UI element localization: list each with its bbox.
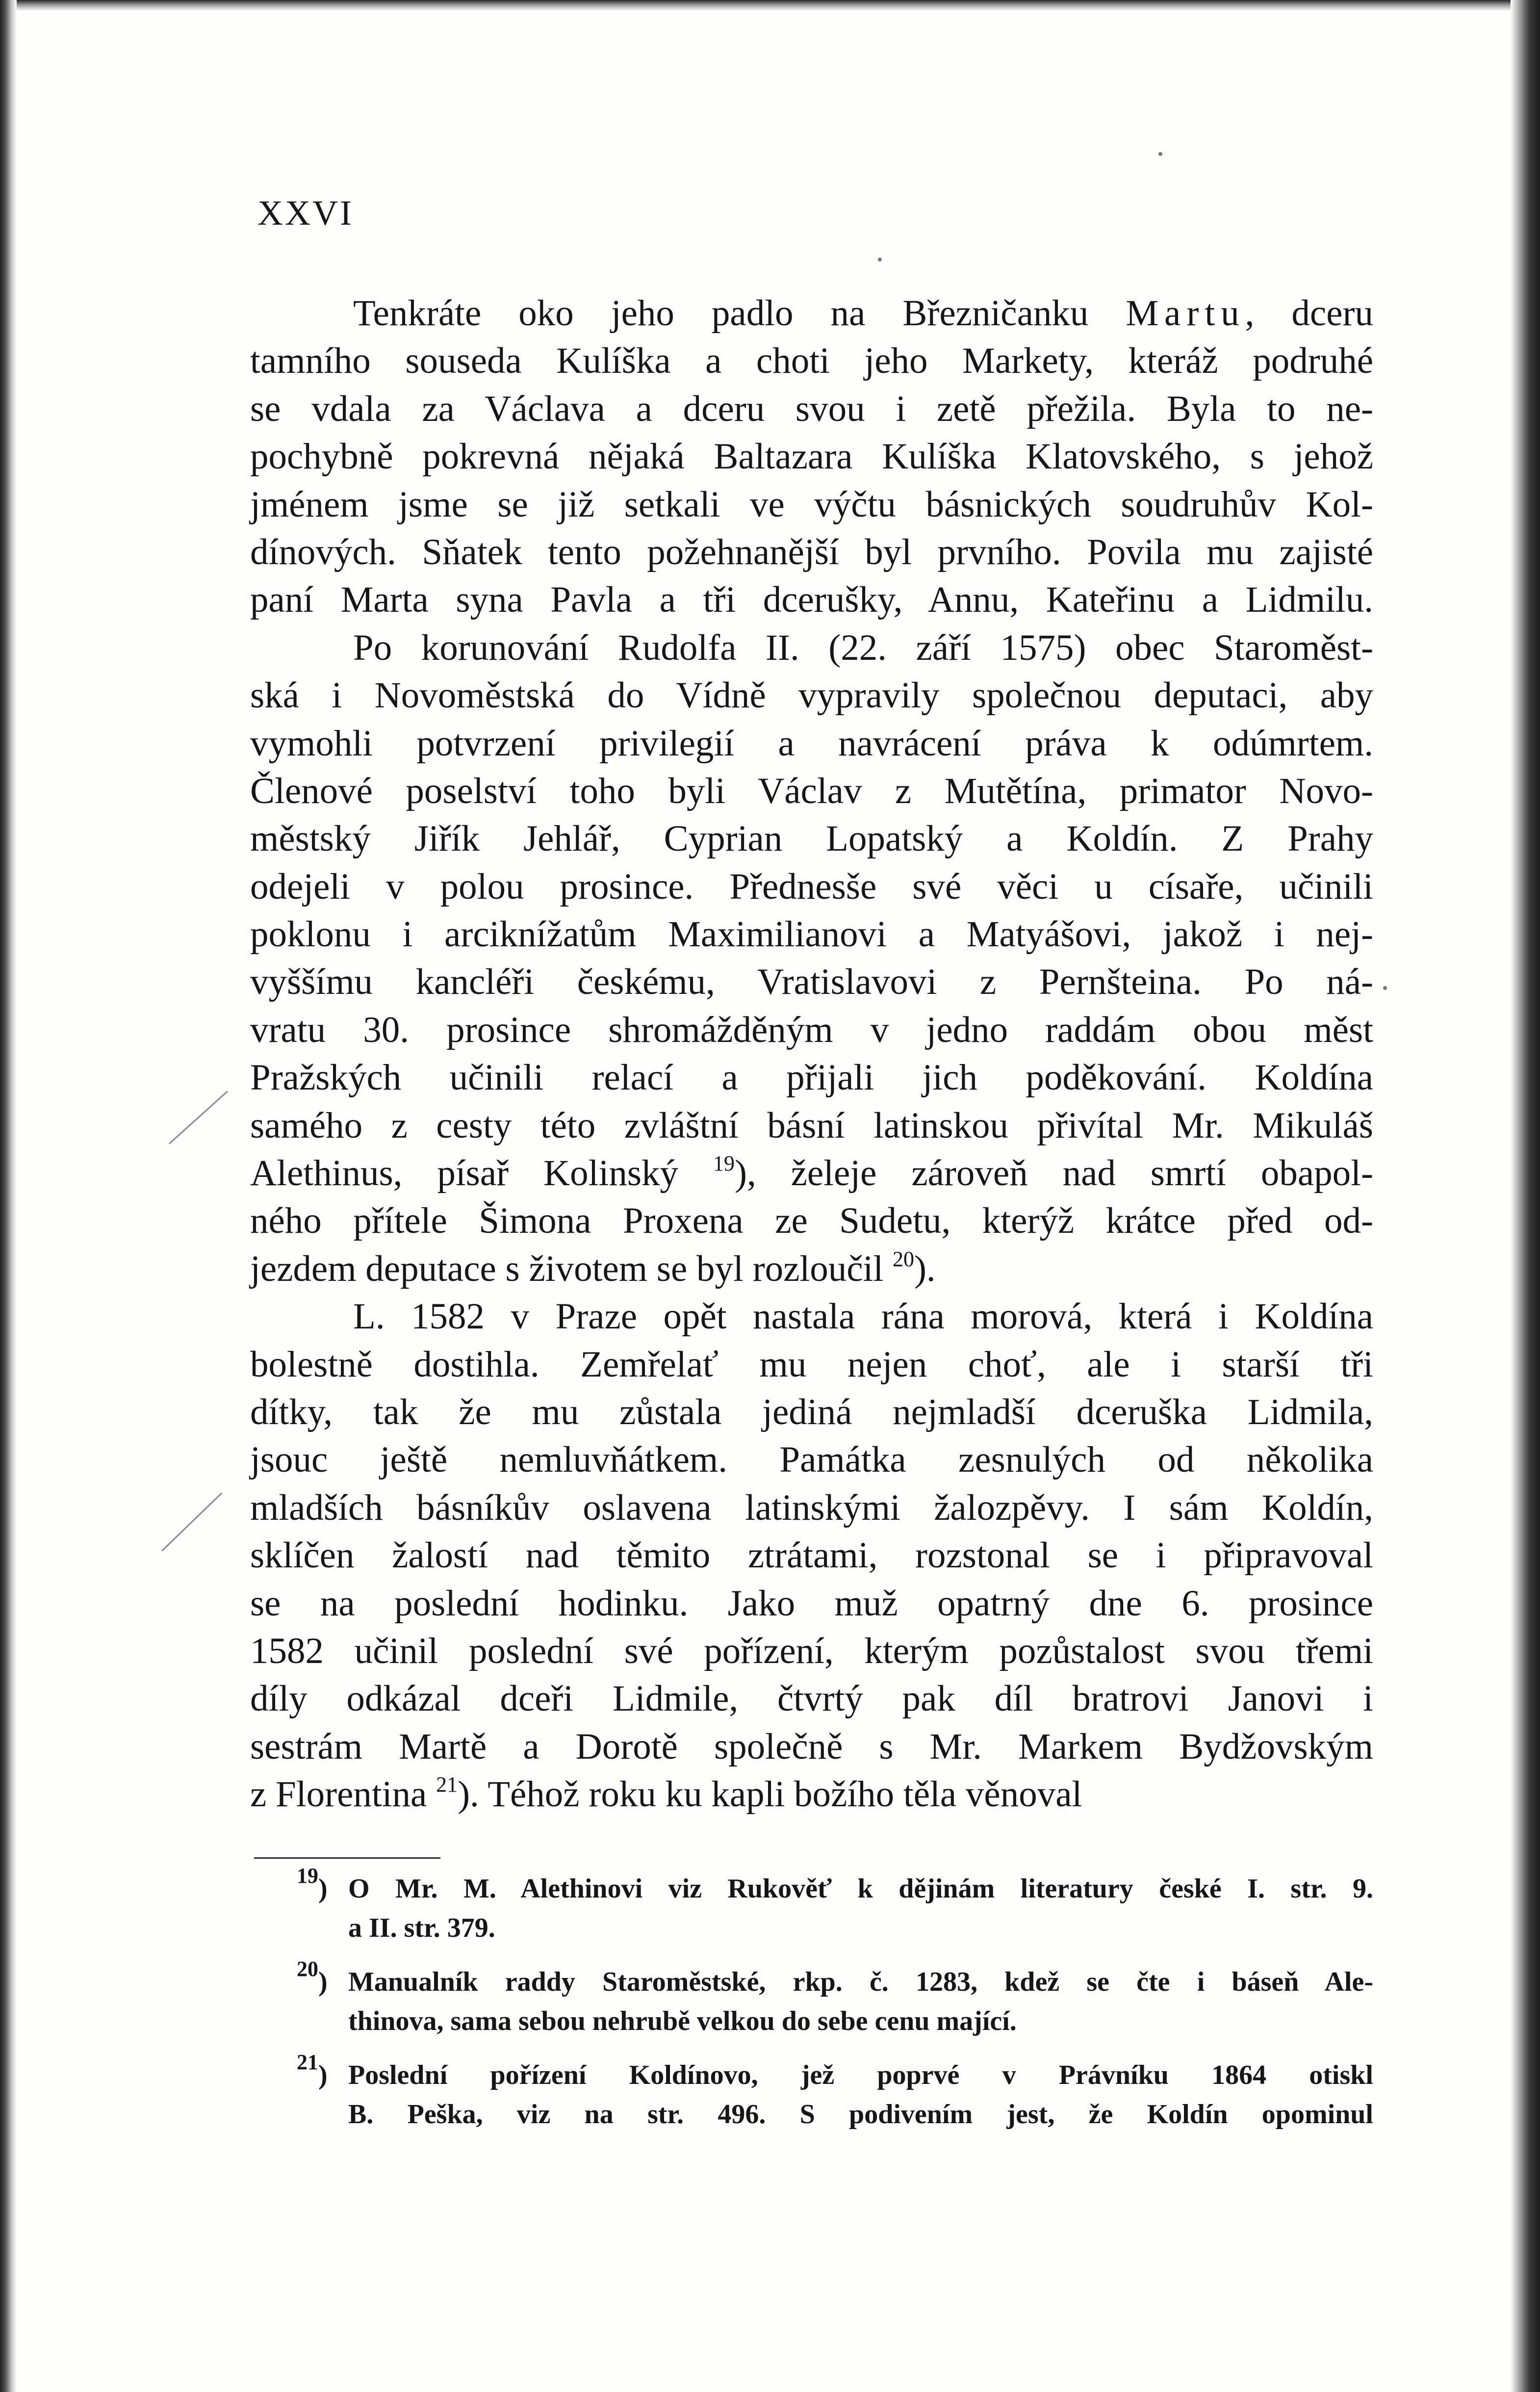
footnote-number: $^{21}$) — [297, 2050, 328, 2090]
text-line: vratu 30. prosince shromážděným v jedno raddám obou měst — [250, 1009, 1373, 1050]
text-line: vymohli potvrzení privilegií a navrácení práva k odúmrtem. — [250, 723, 1373, 764]
text-line: poklonu i arciknížatům Maximilianovi a Matyášovi, jakož i nej- — [250, 914, 1373, 955]
text-line: samého z cesty této zvláštní básní latinskou přivítal Mr. Mikuláš — [250, 1105, 1373, 1146]
footnote-number: $^{19}$) — [297, 1864, 328, 1904]
footnote-reference[interactable]: 21 — [297, 2050, 318, 2074]
footnote — [297, 1864, 1373, 1948]
footnote-line: a II. str. 379. — [348, 1913, 495, 1943]
text-line: díly odkázal dceři Lidmile, čtvrtý pak díl bratrovi Janovi i — [250, 1678, 1373, 1719]
page-right-edge — [1511, 0, 1540, 2392]
footnote-line: B. Peška, viz na str. 496. S podivením jest, že Koldín opominul — [348, 2099, 1373, 2130]
text-line: dínových. Sňatek tento požehnanější byl prvního. Povila mu zajisté — [250, 531, 1373, 572]
text-line: sklíčen žalostí nad těmito ztrátami, rozstonal se i připravoval — [250, 1535, 1373, 1576]
footnote-reference[interactable]: 20 — [297, 1957, 318, 1981]
text-line: Tenkráte oko jeho padlo na Březničanku Martu, dceru — [353, 293, 1373, 334]
text-line: Alethinus, písař Kolinský $^{19}$), želeje zároveň nad smrtí obapol- — [250, 1151, 1373, 1194]
text-line: tamního souseda Kulíška a choti jeho Markety, kteráž podruhé — [250, 340, 1373, 382]
main-text-block — [250, 289, 1373, 1819]
page-speck — [878, 258, 882, 261]
footnote-reference[interactable]: 19 — [713, 1151, 735, 1176]
margin-pencil-mark — [169, 1091, 228, 1144]
text-line: vyššímu kancléři českému, Vratislavovi z Pernšteina. Po ná- — [250, 962, 1373, 1003]
text-line: jménem jsme se již setkali ve výčtu básnických soudruhův Kol- — [250, 484, 1373, 525]
page-top-shadow — [0, 0, 1540, 11]
page-speck — [1158, 152, 1162, 156]
text-line: jezdem deputace s životem se byl rozloučil $^{20}$). — [250, 1247, 936, 1289]
text-line: pochybně pokrevná nějaká Baltazara Kulíška Klatovského, s jehož — [250, 436, 1373, 477]
footnote-line: Poslední pořízení Koldínovo, jež poprvé v Právníku 1864 otiskl — [348, 2060, 1373, 2090]
text-line: dítky, tak že mu zůstala jediná nejmladší dceruška Lidmila, — [250, 1391, 1373, 1432]
text-line: Pražských učinili relací a přijali jich poděkování. Koldína — [250, 1057, 1373, 1098]
text-line: se vdala za Václava a dceru svou i zetě přežila. Byla to ne- — [250, 388, 1373, 429]
page-number: XXVI — [257, 193, 354, 233]
spaced-emphasis: Martu — [1126, 293, 1245, 334]
text-line: z Florentina $^{21}$). Téhož roku ku kapli božího těla věnoval — [250, 1772, 1082, 1815]
text-line: ská i Novoměstská do Vídně vypravily společnou deputaci, aby — [250, 675, 1373, 716]
text-line: 1582 učinil poslední své pořízení, kterým pozůstalost svou třemi — [250, 1630, 1373, 1671]
text-line: L. 1582 v Praze opět nastala rána morová, která i Koldína — [353, 1296, 1373, 1337]
text-line: odejeli v polou prosince. Přednesše své věci u císaře, učinili — [250, 866, 1373, 907]
footnote-line: Manualník raddy Staroměstské, rkp. č. 1283, kdež se čte i báseň Ale- — [348, 1967, 1373, 1997]
footnote-reference[interactable]: 20 — [892, 1247, 914, 1271]
footnotes-block — [297, 1864, 1373, 2149]
footnote-reference[interactable]: 19 — [297, 1864, 318, 1888]
text-line: se na poslední hodinku. Jako muž opatrný dne 6. prosince — [250, 1583, 1373, 1624]
text-line: paní Marta syna Pavla a tři dcerušky, Annu, Kateřinu a Lidmilu. — [250, 579, 1373, 621]
text-line: bolestně dostihla. Zemřelať mu nejen choť, ale i starší tři — [250, 1344, 1373, 1385]
text-line: Po korunování Rudolfa II. (22. září 1575) obec Staroměst- — [353, 627, 1373, 668]
page-left-edge — [0, 0, 17, 2392]
text-line: mladších básníkův oslavena latinskými žalozpěvy. I sám Koldín, — [250, 1487, 1373, 1528]
footnote-line: thinova, sama sebou nehrubě velkou do sebe cenu mající. — [348, 2006, 1017, 2036]
text-line: ného přítele Šimona Proxena ze Sudetu, kterýž krátce před od- — [250, 1200, 1373, 1242]
footnote-line: O Mr. M. Alethinovi viz Rukověť k dějinám literatury české I. str. 9. — [348, 1873, 1373, 1904]
text-line: Členové poselství toho byli Václav z Mutětína, primator Novo- — [250, 770, 1373, 811]
page-speck — [1383, 986, 1387, 990]
margin-pencil-mark — [161, 1492, 222, 1551]
text-line: městský Jiřík Jehlář, Cyprian Lopatský a Koldín. Z Prahy — [250, 818, 1373, 859]
text-line: jsouc ještě nemluvňátkem. Památka zesnulých od několika — [250, 1439, 1373, 1481]
text-line: sestrám Martě a Dorotě společně s Mr. Markem Bydžovským — [250, 1726, 1373, 1767]
footnote — [297, 1957, 1373, 2041]
footnote-separator — [254, 1857, 440, 1859]
footnote-reference[interactable]: 21 — [436, 1772, 458, 1797]
footnote — [297, 2050, 1373, 2134]
footnote-number: $^{20}$) — [297, 1957, 328, 1997]
